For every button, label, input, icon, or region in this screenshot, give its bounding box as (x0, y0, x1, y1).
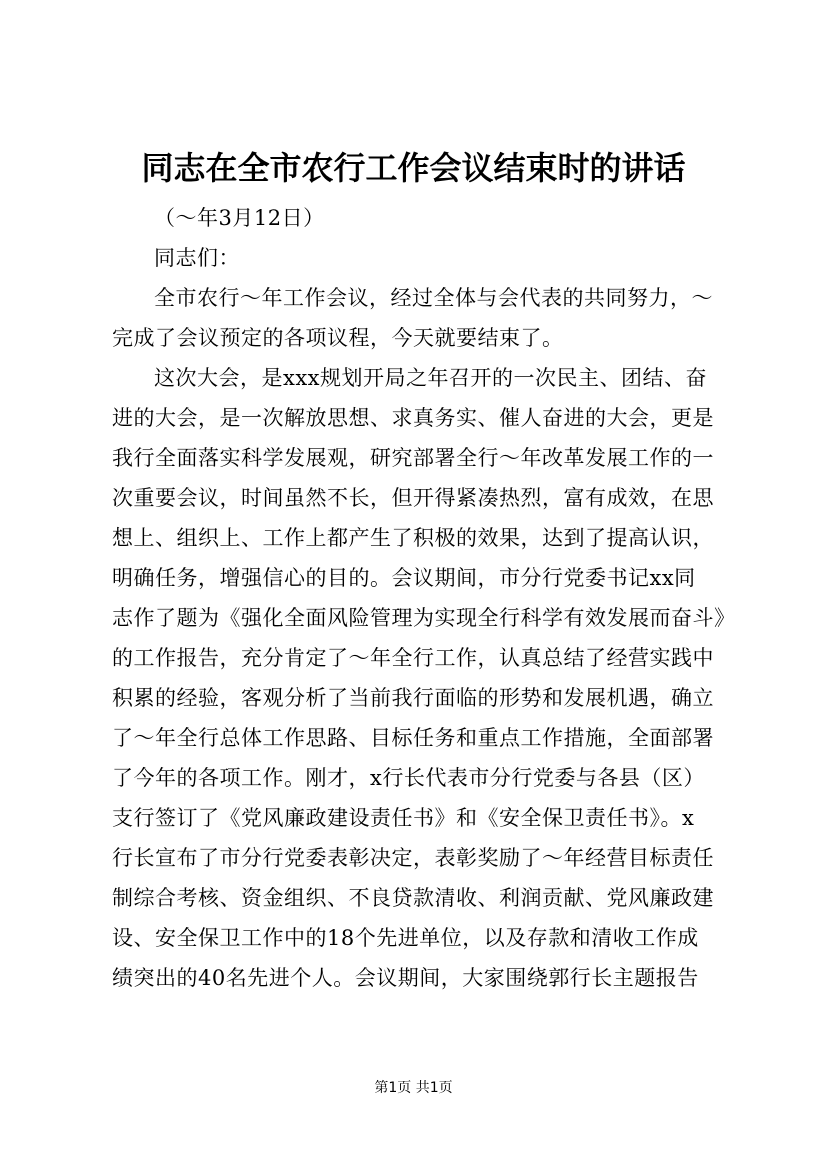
document-body (112, 198, 736, 998)
paragraph-line: 了～年全行总体工作思路、目标任务和重点工作措施，全面部署 (112, 726, 714, 750)
paragraph-line: 完成了会议预定的各项议程，今天就要结束了。 (112, 326, 564, 350)
paragraph-line: 了今年的各项工作。刚才，x行长代表市分行党委与各县（区） (112, 766, 705, 790)
paragraph-line: 我行全面落实科学发展观，研究部署全行～年改革发展工作的一 (112, 446, 714, 470)
paragraph-line: 积累的经验，客观分析了当前我行面临的形势和发展机遇，确立 (112, 686, 714, 710)
paragraph-line: 想上、组织上、工作上都产生了积极的效果，达到了提高认识， (112, 526, 714, 550)
paragraph-line: 这次大会，是xxx规划开局之年召开的一次民主、团结、奋 (154, 366, 708, 390)
paragraph-line: 次重要会议，时间虽然不长，但开得紧凑热烈，富有成效，在思 (112, 486, 714, 510)
paragraph-line: 志作了题为《强化全面风险管理为实现全行科学有效发展而奋斗》 (112, 606, 736, 630)
paragraph-line: 绩突出的40名先进个人。会议期间，大家围绕郭行长主题报告 (112, 966, 699, 990)
paragraph-line: 明确任务，增强信心的目的。会议期间，市分行党委书记xx同 (112, 566, 696, 590)
paragraph-line: 全市农行～年工作会议，经过全体与会代表的共同努力，～ (154, 286, 713, 310)
paragraph-line: 行长宣布了市分行党委表彰决定，表彰奖励了～年经营目标责任 (112, 846, 714, 870)
document-title: 同志在全市农行工作会议结束时的讲话 (141, 149, 686, 187)
page-number: 第1页 共1页 (374, 1080, 453, 1096)
paragraph-line: 进的大会，是一次解放思想、求真务实、催人奋进的大会，更是 (112, 406, 714, 430)
salutation-line: 同志们： (154, 246, 240, 270)
paragraph-line: 设、安全保卫工作中的18个先进单位，以及存款和清收工作成 (112, 926, 699, 950)
date-line: （～年3月12日） (154, 206, 325, 230)
paragraph-line: 制综合考核、资金组织、不良贷款清收、利润贡献、党风廉政建 (112, 886, 714, 910)
paragraph-line: 的工作报告，充分肯定了～年全行工作，认真总结了经营实践中 (112, 646, 714, 670)
paragraph-line: 支行签订了《党风廉政建设责任书》和《安全保卫责任书》。x (112, 806, 695, 830)
